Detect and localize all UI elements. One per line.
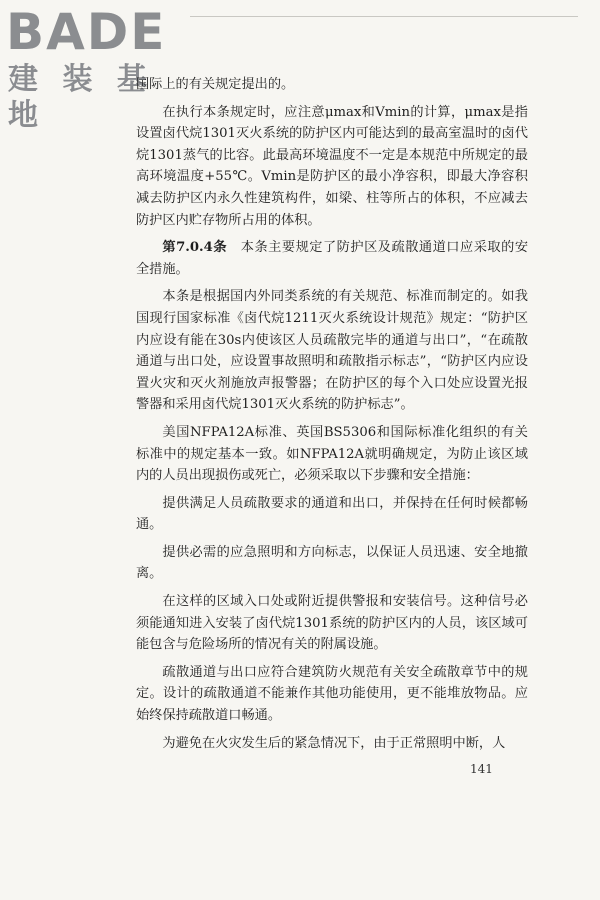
page-number: 141 bbox=[470, 762, 493, 776]
paragraph: 国际上的有关规定提出的。 bbox=[136, 77, 295, 92]
paragraph: 疏散通道与出口应符合建筑防火规范有关安全疏散章节中的规定。设计的疏散通道不能兼作其他功能使用，更不能堆放物品。应始终保持疏散道口畅通。 bbox=[136, 664, 528, 724]
clause-text: 本条主要规定了防护区及疏散通道口应采取的安全措施。 bbox=[136, 240, 529, 277]
paragraph: 在这样的区域入口处或附近提供警报和安装信号。这种信号必须能通知进入安装了卤代烷1301系统的防护区内的人员，该区域可能包含与危险场所的情况有关的附属设施。 bbox=[136, 594, 528, 653]
paragraph-clause bbox=[136, 237, 528, 280]
body-text bbox=[136, 74, 528, 754]
clause-number: 第7.0.4条 bbox=[162, 240, 228, 256]
paragraph: 美国NFPA12A标准、英国BS5306和国际标准化组织的有关标准中的规定基本一致。如NFPA12A就明确规定，为防止该区域内的人员出现损伤或死亡，必须采取以下步骤和安全措施： bbox=[136, 424, 528, 484]
paragraph: 提供满足人员疏散要求的通道和出口，并保持在任何时候都畅通。 bbox=[136, 495, 528, 533]
logo-subtitle: 建 装 基 地 bbox=[8, 62, 154, 133]
logo-brand: BADE bbox=[6, 3, 167, 61]
paragraph: 在执行本条规定时，应注意μmax和Vmin的计算，μmax是指设置卤代烷1301灭火系统的防护区内可能达到的最高室温时的卤代烷1301蒸气的比容。此最高环境温度不一定是本规范中所规定的最高环境温度+55℃。Vmin是防护区的最小净容积，即最大净容积减去防护区内永久性建筑构件，如梁、柱等所占的体积，不应减去防护区内贮存物所占用的体积。 bbox=[136, 104, 528, 228]
paragraph: 为避免在火灾发生后的紧急情况下，由于正常照明中断，人 bbox=[162, 735, 506, 751]
header-rule bbox=[190, 16, 578, 17]
paragraph: 提供必需的应急照明和方向标志，以保证人员迅速、安全地撤离。 bbox=[136, 544, 528, 582]
paragraph: 本条是根据国内外同类系统的有关规范、标准而制定的。如我国现行国家标准《卤代烷1211灭火系统设计规范》规定：“防护区内应设有能在30s内使该区人员疏散完毕的通道与出口”，“在疏散通道与出口处，应设置事故照明和疏散指示标志”，“防护区内应设置火灾和灭火剂施放声报警器；在防护区的每个入口处应设置光报警器和采用卤代烷1301灭火系统的防护标志”。 bbox=[136, 289, 528, 413]
